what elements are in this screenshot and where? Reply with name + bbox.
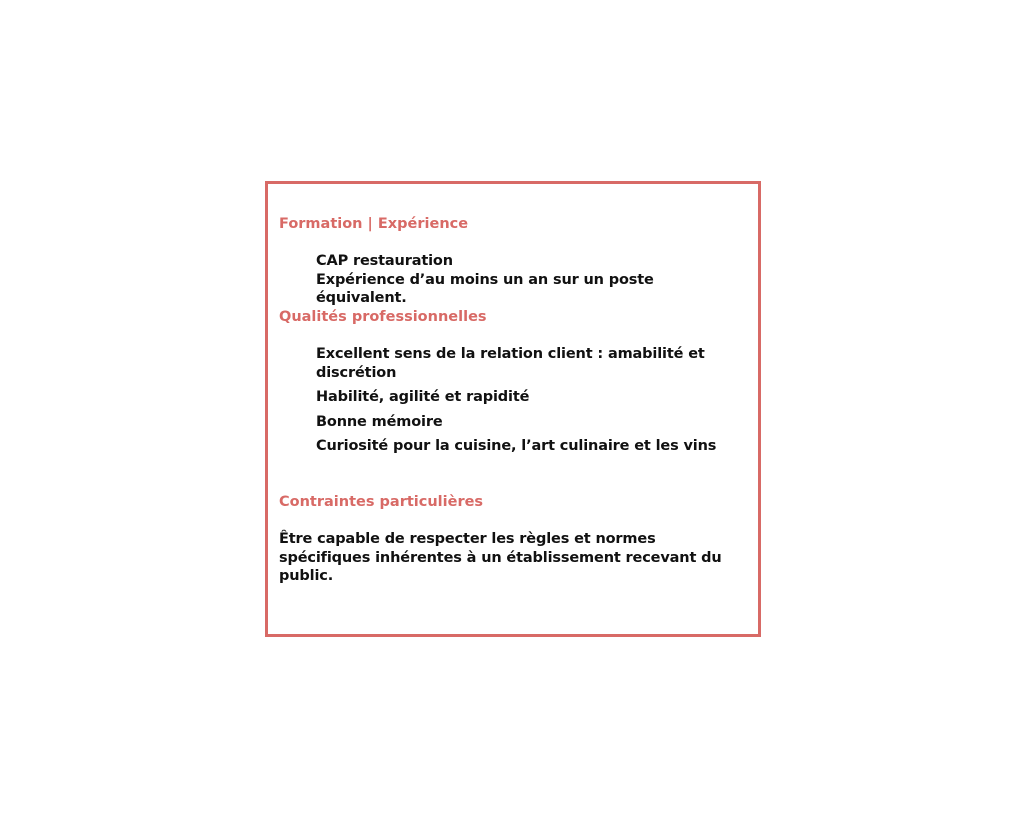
qualites-professionnelles-heading: Qualités professionnelles: [279, 309, 487, 325]
formation-line-experience: Expérience d’au moins un an sur un poste équivalent.: [316, 271, 654, 306]
job-requirements-card: [265, 181, 761, 637]
list-item: Excellent sens de la relation client : amabilité et discrétion: [316, 346, 705, 381]
list-item: Habilité, agilité et rapidité: [316, 389, 530, 405]
list-item: Bonne mémoire: [316, 413, 443, 430]
formation-block: [316, 252, 746, 308]
contraintes-particulieres-heading: Contraintes particulières: [279, 494, 484, 510]
qualites-list: [316, 345, 736, 462]
formation-experience-heading: Formation | Expérience: [279, 216, 469, 232]
contraintes-text: Être capable de respecter les règles et normes spécifiques inhérentes à un établissement recevant du public.: [279, 531, 722, 584]
list-item: Curiosité pour la cuisine, l’art culinaire et les vins: [316, 438, 717, 454]
formation-line-cap: CAP restauration: [316, 253, 453, 269]
